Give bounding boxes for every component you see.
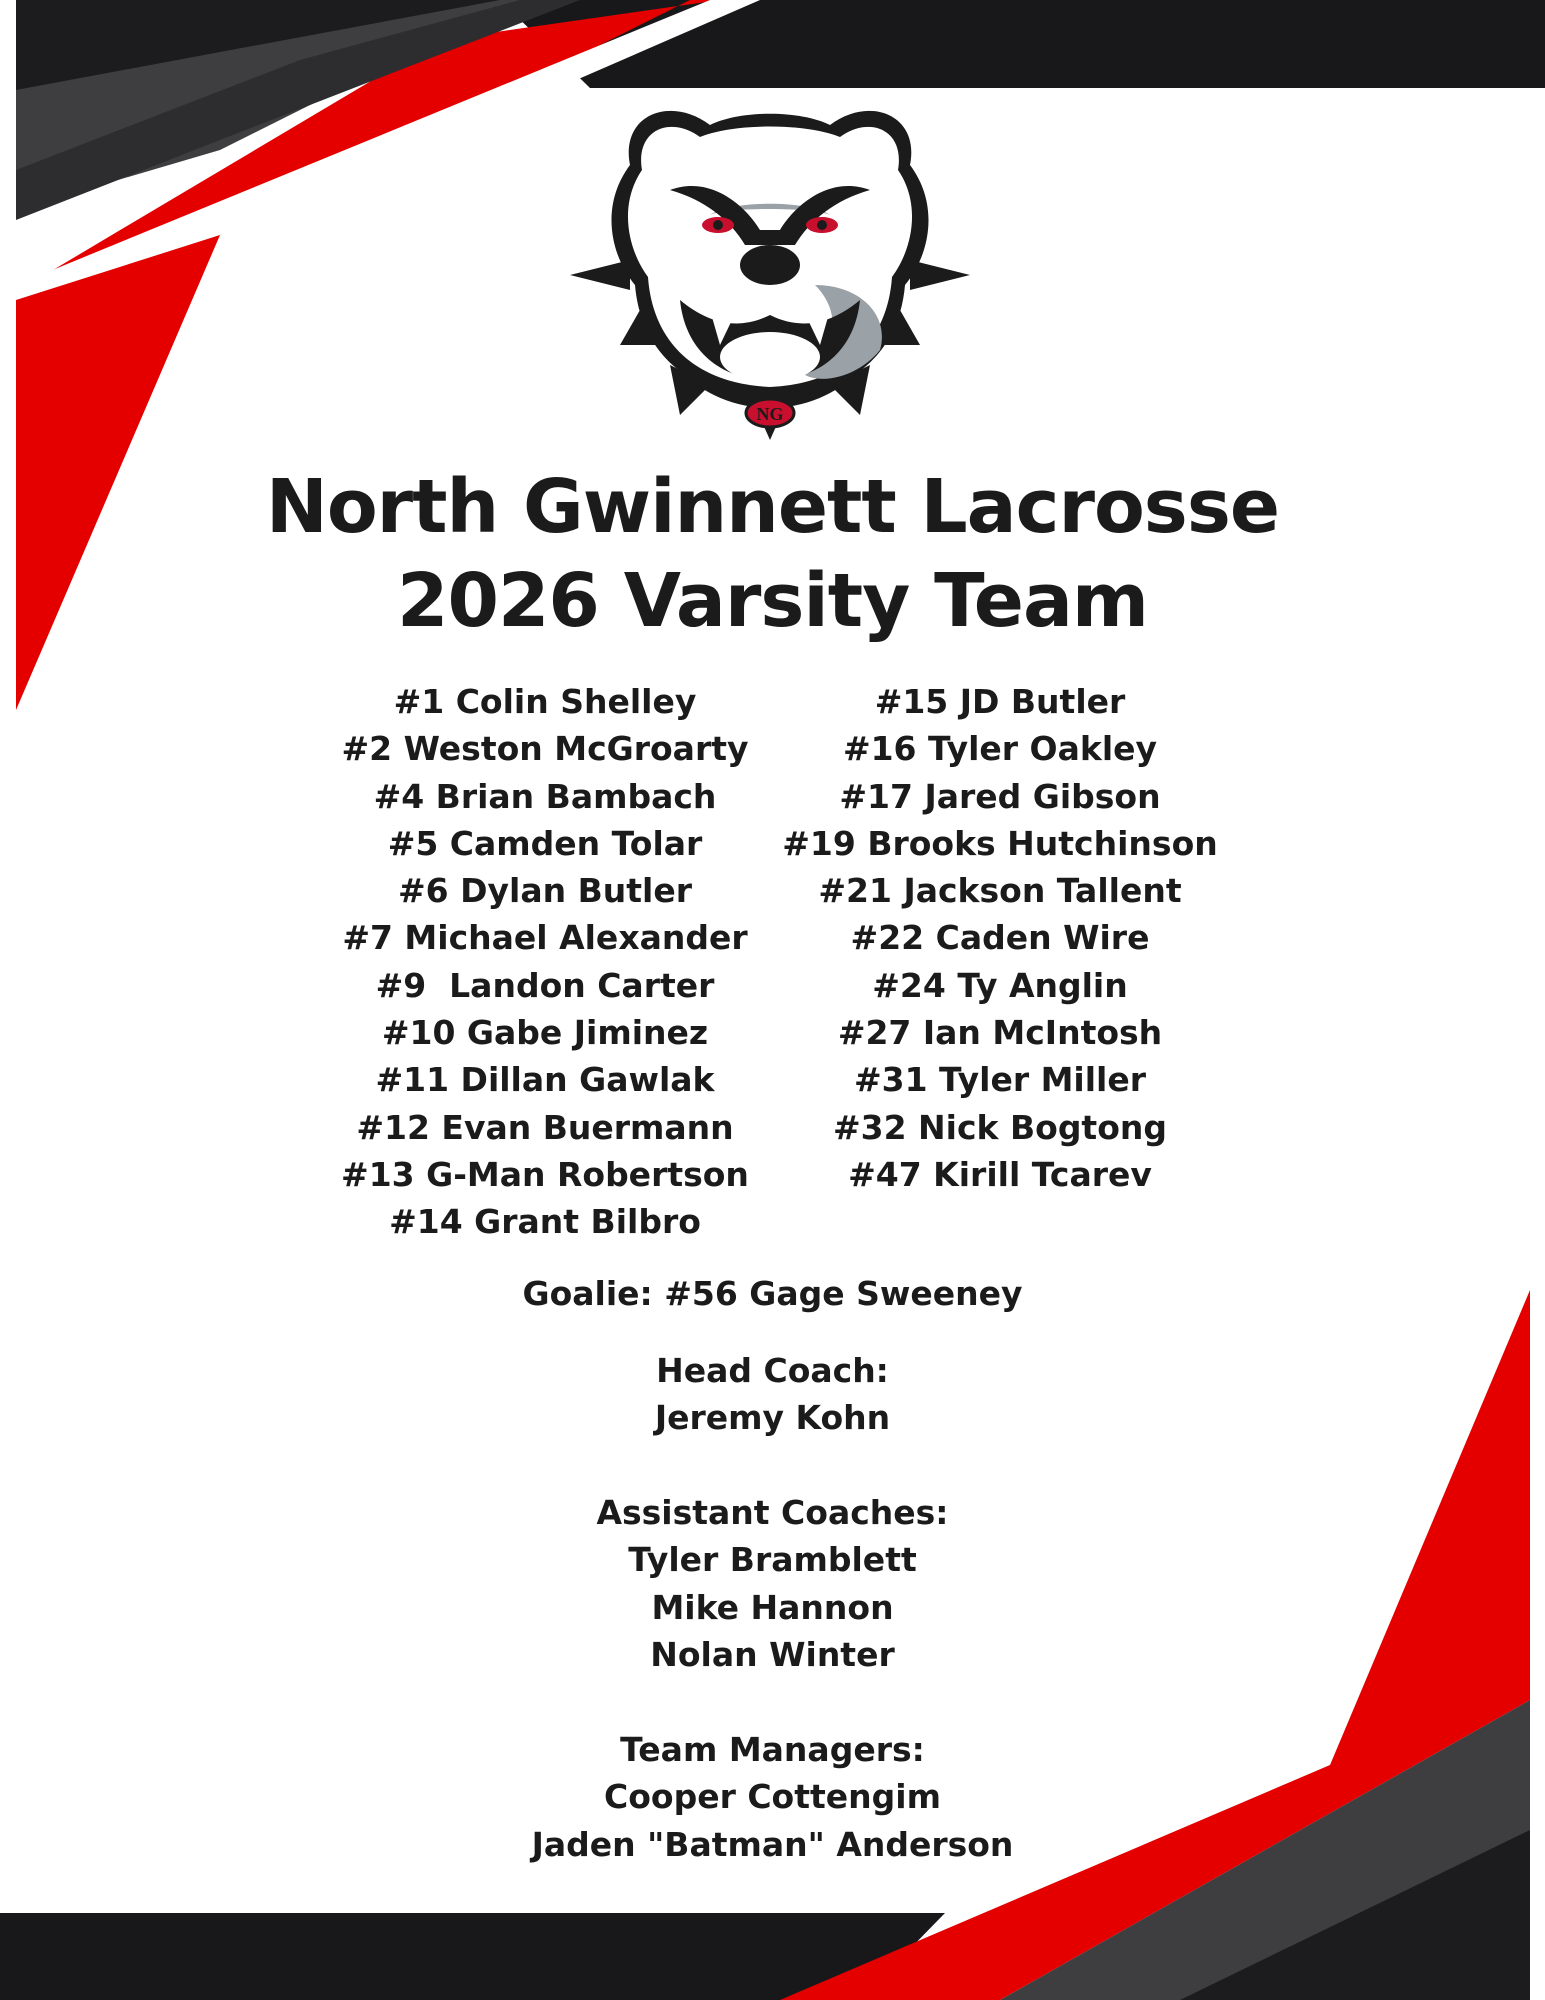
assistant-coaches-section (0, 1489, 1545, 1678)
collar-monogram: NG (756, 404, 784, 424)
roster-player: #19 Brooks Hutchinson (782, 823, 1218, 863)
nose-icon (740, 245, 800, 285)
roster-player: #10 Gabe Jiminez (381, 1013, 709, 1053)
bulldog-logo (560, 95, 980, 445)
roster-player: #2 Weston McGroarty (341, 729, 749, 769)
bottom-black-bar (0, 1913, 945, 2000)
roster-player: #1 Colin Shelley (393, 682, 697, 721)
roster-player: #11 Dillan Gawlak (375, 1060, 715, 1100)
roster-player: #31 Tyler Miller (853, 1060, 1147, 1100)
head-coach-name: Jeremy Kohn (654, 1398, 891, 1438)
roster-player: #9 Landon Carter (375, 965, 715, 1005)
roster-player: #15 JD Butler (874, 682, 1126, 721)
roster-player: #27 Ian McIntosh (837, 1013, 1163, 1053)
team-manager-name: Jaden "Batman" Anderson (531, 1824, 1014, 1864)
roster-player: #5 Camden Tolar (387, 823, 703, 863)
roster-player: #12 Evan Buermann (356, 1107, 734, 1147)
roster-player: #14 Grant Bilbro (389, 1202, 701, 1242)
team-managers-heading: Team Managers: (620, 1730, 925, 1769)
roster-player: #21 Jackson Tallent (818, 871, 1182, 911)
roster-player: #4 Brian Bambach (373, 776, 717, 816)
roster-player: #47 Kirill Tcarev (848, 1154, 1152, 1194)
assistant-coach-name: Tyler Bramblett (628, 1540, 917, 1580)
roster-player: #32 Nick Bogtong (833, 1107, 1167, 1147)
team-managers-section (0, 1726, 1545, 1868)
goalie-section (0, 1270, 1545, 1317)
assistant-coach-name: Nolan Winter (650, 1634, 895, 1674)
goalie-line: Goalie: #56 Gage Sweeney (522, 1274, 1023, 1313)
roster-player: #24 Ty Anglin (872, 965, 1128, 1005)
team-manager-name: Cooper Cottengim (604, 1777, 941, 1817)
page-title-line-1: North Gwinnett Lacrosse (265, 464, 1280, 550)
roster-player: #13 G-Man Robertson (341, 1154, 749, 1194)
roster-player: #6 Dylan Butler (398, 871, 692, 911)
collar-spike-icon (570, 260, 630, 290)
head-coach-heading: Head Coach: (656, 1351, 889, 1390)
page-title-line-2: 2026 Varsity Team (396, 558, 1149, 644)
roster-right-column (700, 678, 1300, 1198)
assistant-coaches-heading: Assistant Coaches: (596, 1493, 949, 1532)
roster-player: #16 Tyler Oakley (842, 729, 1158, 769)
roster-player: #22 Caden Wire (850, 918, 1150, 958)
collar-spike-icon (910, 260, 970, 290)
assistant-coach-name: Mike Hannon (651, 1587, 894, 1627)
head-coach-section (0, 1347, 1545, 1442)
roster-player: #17 Jared Gibson (839, 776, 1161, 816)
roster-player: #7 Michael Alexander (342, 918, 748, 958)
